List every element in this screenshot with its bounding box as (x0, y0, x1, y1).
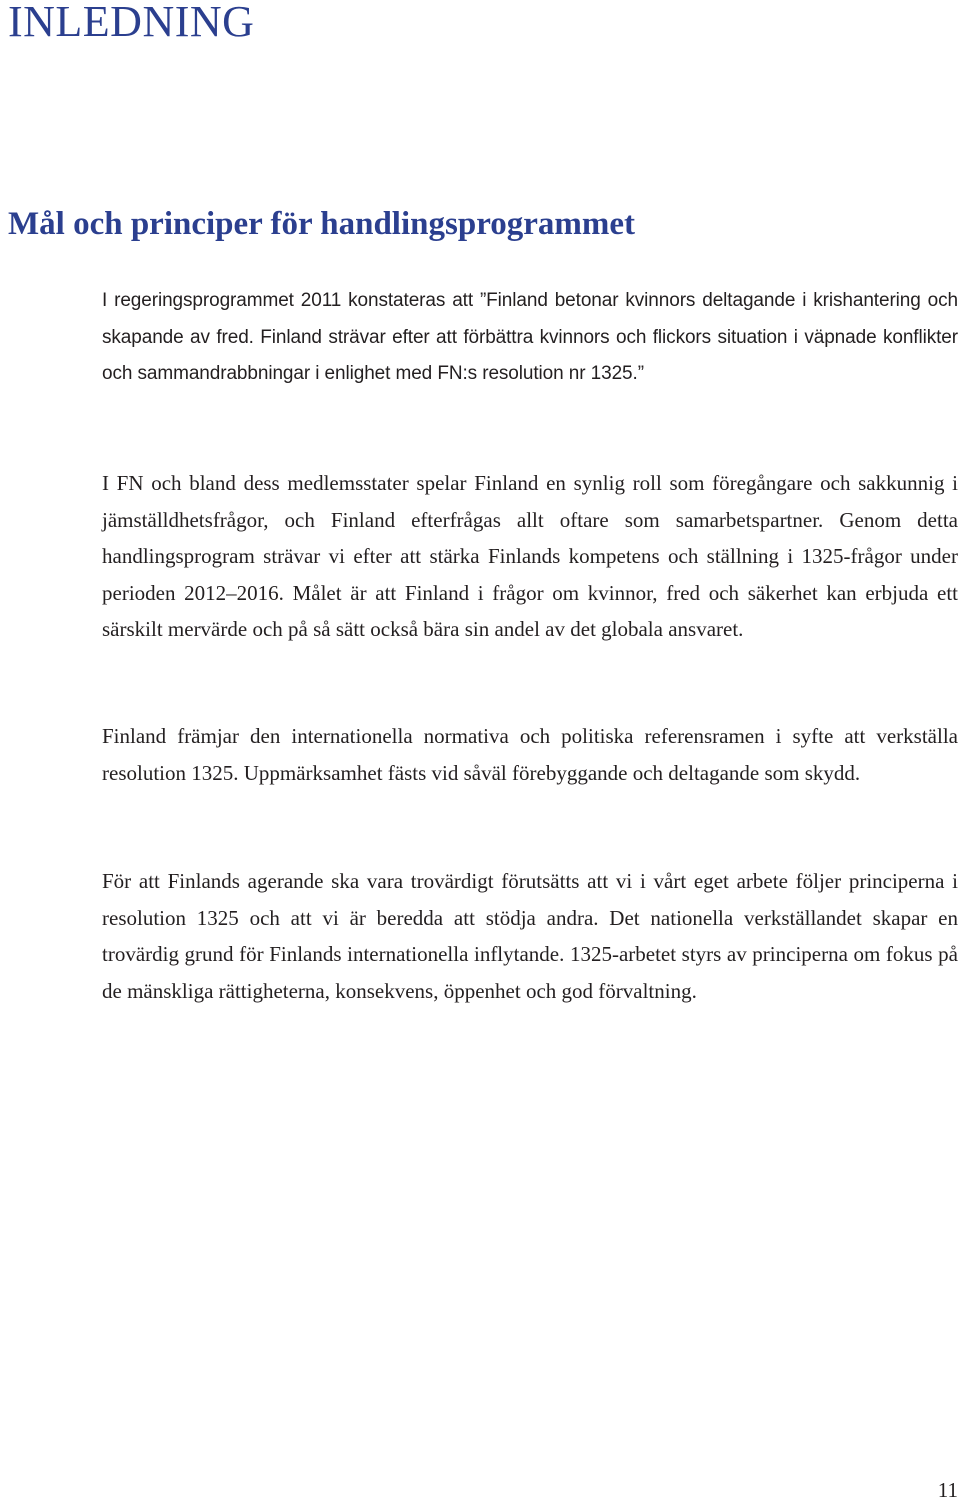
paragraph-quote-government-programme: I regeringsprogrammet 2011 konstateras att ”Finland betonar kvinnors deltagande i krishantering och skapande av fred. Finland strävar efter att förbättra kvinnors och flickors situation i väpnade konflikter och sammandrabbningar i enlighet med FN:s resolution nr 1325.” (102, 290, 958, 384)
paragraph-credibility-principles: För att Finlands agerande ska vara trovärdigt förutsätts att vi i vårt eget arbete följer principerna i resolution 1325 och att vi är beredda att stödja andra. Det nationella verkställandet skapar en trovärdig grund för Finlands internationella inflytande. 1325-arbetet styrs av principerna om fokus på de mänskliga rättigheterna, konsekvens, öppenhet och god förvaltning. (102, 869, 958, 1003)
chapter-title: INLEDNING (8, 0, 255, 46)
page-number: 11 (937, 1478, 958, 1502)
section-title: Mål och principer för handlingsprogrammet (8, 206, 635, 242)
paragraph-normative-framework: Finland främjar den internationella normativa och politiska referensramen i syfte att verkställa resolution 1325. Uppmärksamhet fästs vid såväl förebyggande och deltagande som skydd. (102, 724, 958, 785)
paragraph-un-role: I FN och bland dess medlemsstater spelar Finland en synlig roll som föregångare och sakkunnig i jämställdhetsfrågor, och Finland efterfrågas allt oftare som samarbetspartner. Genom detta handlingsprogram strävar vi efter att stärka Finlands kompetens och ställning i 1325-frågor under perioden 2012–2016. Målet är att Finland i frågor om kvinnor, fred och säkerhet kan erbjuda ett särskilt mervärde och på så sätt också bära sin andel av det globala ansvaret. (102, 471, 958, 641)
